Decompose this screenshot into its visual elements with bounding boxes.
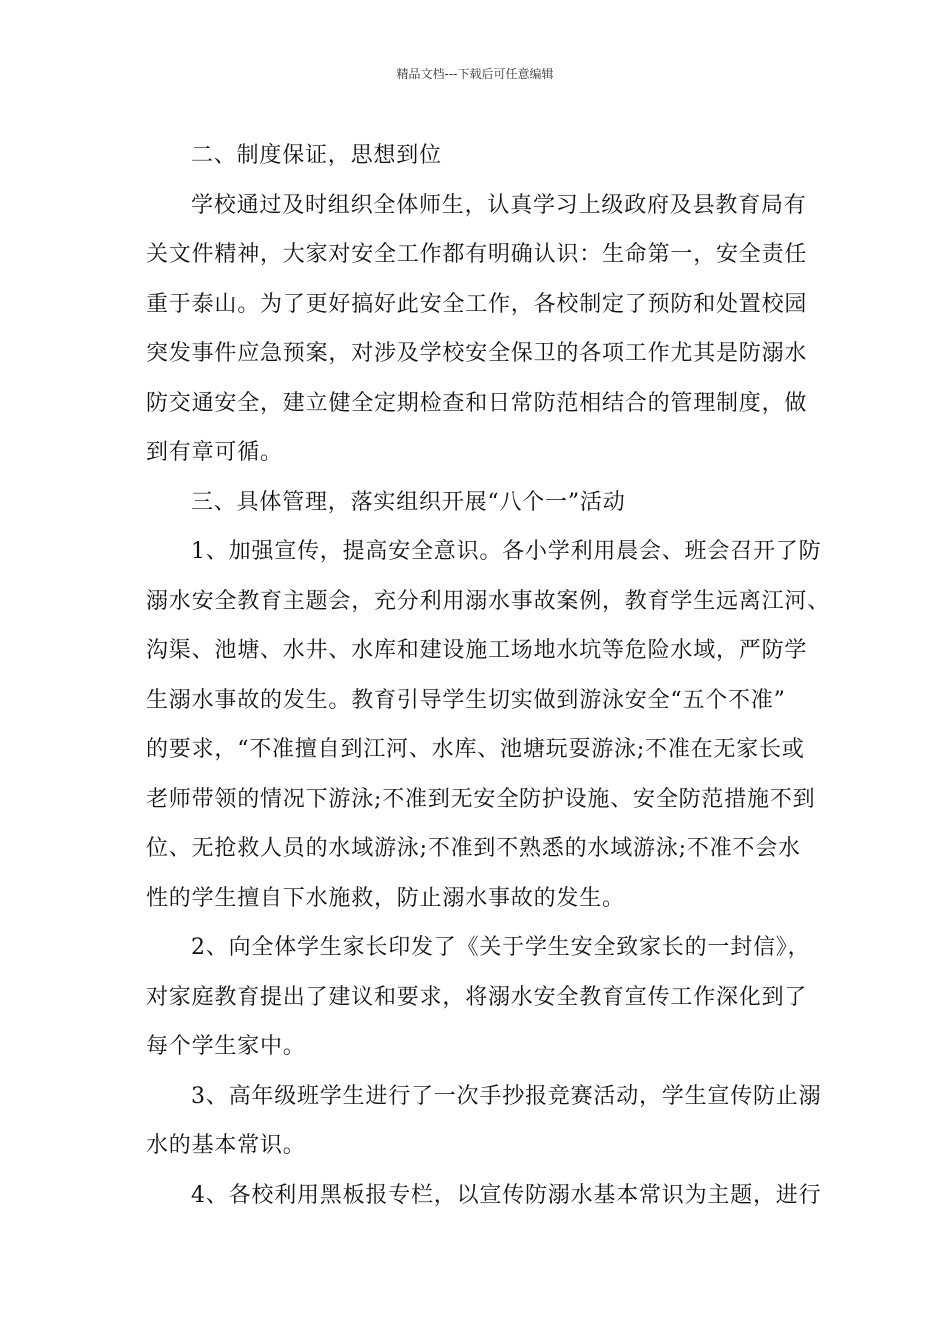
text-line: 学校通过及时组织全体师生，认真学习上级政府及县教育局有: [191, 192, 807, 218]
text-line: 突发事件应急预案，对涉及学校安全保卫的各项工作尤其是防溺水: [146, 341, 808, 366]
text-line: 老师带领的情况下游泳;不准到无安全防护设施、安全防范措施不到: [146, 786, 816, 812]
text-line: 性的学生擅自下水施救，防止溺水事故的发生。: [146, 885, 625, 911]
text-line: 每个学生家中。: [146, 1034, 306, 1059]
paragraph-item-1: [146, 527, 831, 923]
text-line: 对家庭教育提出了建议和要求，将溺水安全教育宣传工作深化到了: [146, 984, 808, 1010]
text-line: 的要求，“不准擅自到江河、水库、池塘玩耍游泳;不准在无家长或: [146, 737, 805, 762]
page-header: 精品文档---下载后可任意编辑: [396, 67, 554, 81]
text-line: 防交通安全，建立健全定期检查和日常防范相结合的管理制度，做: [146, 390, 808, 416]
text-line: 三、具体管理，落实组织开展“八个一”活动: [191, 489, 626, 515]
text-line: 溺水安全教育主题会，充分利用溺水事故案例，教育学生远离江河、: [146, 588, 831, 614]
paragraph-institution: [146, 181, 810, 478]
section-heading-2: [146, 131, 810, 181]
paragraph-item-4: [146, 1171, 822, 1221]
text-line: 重于泰山。为了更好搞好此安全工作，各校制定了预防和处置校园: [146, 291, 808, 317]
text-line: 到有章可循。: [146, 440, 283, 465]
text-line: 1、加强宣传，提高安全意识。各小学利用晨会、班会召开了防: [191, 539, 822, 564]
text-line: 4、各校利用黑板报专栏，以宣传防溺水基本常识为主题，进行: [191, 1182, 822, 1208]
text-line: 2、向全体学生家长印发了《关于学生安全致家长的一封信》，: [191, 935, 811, 960]
paragraph-item-3: [146, 1072, 822, 1171]
text-line: 二、制度保证，思想到位: [191, 143, 442, 168]
document-body: [146, 131, 831, 1220]
text-line: 位、无抢救人员的水域游泳;不准到不熟悉的水域游泳;不准不会水: [146, 836, 801, 861]
text-line: 生溺水事故的发生。教育引导学生切实做到游泳安全“五个不准”: [146, 687, 786, 713]
text-line: 关文件精神，大家对安全工作都有明确认识：生命第一，安全责任: [146, 242, 808, 267]
section-heading-3: [146, 478, 810, 528]
paragraph-item-2: [146, 923, 810, 1072]
text-line: 沟渠、池塘、水井、水库和建设施工场地水坑等危险水域，严防学: [146, 638, 808, 663]
text-line: 3、高年级班学生进行了一次手抄报竞赛活动，学生宣传防止溺: [191, 1083, 822, 1109]
text-line: 水的基本常识。: [146, 1133, 306, 1158]
